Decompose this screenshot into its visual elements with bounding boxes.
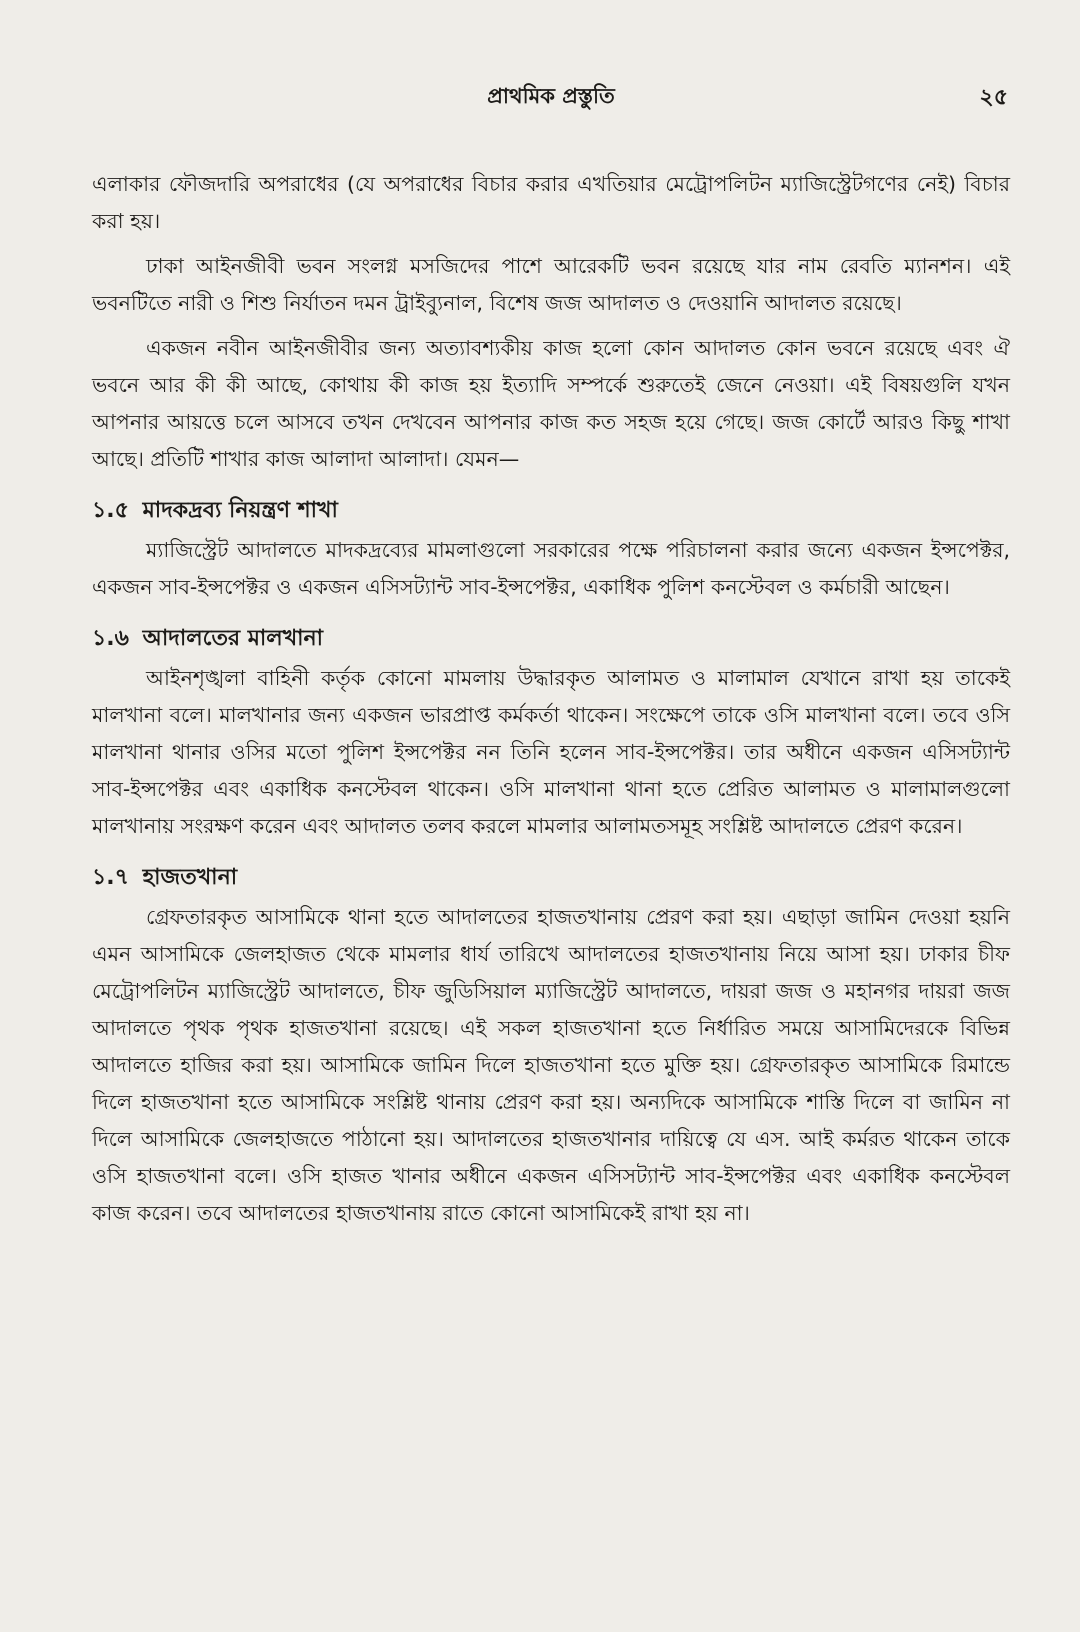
page-header	[92, 72, 1010, 122]
paragraph-narcotics: ম্যাজিস্ট্রেট আদালতে মাদকদ্রব্যের মামলাগুলো সরকারের পক্ষে পরিচালনা করার জন্যে একজন ইন্সপেক্টর, একজন সাব-ইন্সপেক্টর ও একজন এসিসট্যান্ট সাব-ইন্সপেক্টর, একাধিক পুলিশ কনস্টেবল ও কর্মচারী আছেন।	[92, 538, 1010, 599]
paragraph-malkhana: আইনশৃঙ্খলা বাহিনী কর্তৃক কোনো মামলায় উদ্ধারকৃত আলামত ও মালামাল যেখানে রাখা হয় তাকেই মালখানা বলে। মালখানার জন্য একজন ভারপ্রাপ্ত কর্মকর্তা থাকেন। সংক্ষেপে তাকে ওসি মালখানা বলে। তবে ওসি মালখানা থানার ওসির মতো পুলিশ ইন্সপেক্টর নন তিনি হলেন সাব-ইন্সপেক্টর। তার অধীনে একজন এসিসট্যান্ট সাব-ইন্সপেক্টর এবং একাধিক কনস্টেবল থাকেন। ওসি মালখানা থানা হতে প্রেরিত আলামত ও মালামালগুলো মালখানায় সংরক্ষণ করেন এবং আদালত তলব করলে মামলার আলামতসমূহ সংশ্লিষ্ট আদালতে প্রেরণ করেন।	[92, 666, 1010, 838]
section-number: ১.৫	[92, 498, 129, 523]
page-body	[92, 166, 1010, 1232]
section-title: হাজতখানা	[142, 865, 238, 890]
section-title: মাদকদ্রব্য নিয়ন্ত্রণ শাখা	[142, 498, 338, 523]
section-number: ১.৭	[92, 865, 129, 890]
section-heading-narcotics	[92, 492, 1010, 530]
section-number: ১.৬	[92, 626, 129, 651]
running-title: প্রাথমিক প্রস্তুতি	[487, 84, 615, 108]
page-number: ২৫	[979, 85, 1008, 110]
section-title: আদালতের মালখানা	[142, 626, 324, 651]
paragraph-new-lawyer: একজন নবীন আইনজীবীর জন্য অত্যাবশ্যকীয় কাজ হলো কোন আদালত কোন ভবনে রয়েছে এবং ঐ ভবনে আর কী কী আছে, কোথায় কী কাজ হয় ইত্যাদি সম্পর্কে শুরুতেই জেনে নেওয়া। এই বিষয়গুলি যখন আপনার আয়ত্তে চলে আসবে তখন দেখবেন আপনার কাজ কত সহজ হয়ে গেছে। জজ কোর্টে আরও কিছু শাখা আছে। প্রতিটি শাখার কাজ আলাদা আলাদা। যেমন—	[92, 336, 1010, 471]
paragraph-hajatkhana: গ্রেফতারকৃত আসামিকে থানা হতে আদালতের হাজতখানায় প্রেরণ করা হয়। এছাড়া জামিন দেওয়া হয়নি এমন আসামিকে জেলহাজত থেকে মামলার ধার্য তারিখে আদালতের হাজতখানায় নিয়ে আসা হয়। ঢাকার চীফ মেট্রোপলিটন ম্যাজিস্ট্রেট আদালতে, চীফ জুডিসিয়াল ম্যাজিস্ট্রেট আদালতে, দায়রা জজ ও মহানগর দায়রা জজ আদালতে পৃথক পৃথক হাজতখানা রয়েছে। এই সকল হাজতখানা হতে নির্ধারিত সময়ে আসামিদেরকে বিভিন্ন আদালতে হাজির করা হয়। আসামিকে জামিন দিলে হাজতখানা হতে মুক্তি হয়। গ্রেফতারকৃত আসামিকে রিমান্ডে দিলে হাজতখানা হতে আসামিকে সংশ্লিষ্ট থানায় প্রেরণ করা হয়। অন্যদিকে আসামিকে শাস্তি দিলে বা জামিন না দিলে আসামিকে জেলহাজতে পাঠানো হয়। আদালতের হাজতখানার দায়িত্বে যে এস. আই কর্মরত থাকেন তাকে ওসি হাজতখানা বলে। ওসি হাজত খানার অধীনে একজন এসিসট্যান্ট সাব-ইন্সপেক্টর এবং একাধিক কনস্টেবল কাজ করেন। তবে আদালতের হাজতখানায় রাতে কোনো আসামিকেই রাখা হয় না।	[92, 905, 1010, 1225]
paragraph-rebati-mansion: ঢাকা আইনজীবী ভবন সংলগ্ন মসজিদের পাশে আরেকটি ভবন রয়েছে যার নাম রেবতি ম্যানশন। এই ভবনটিতে নারী ও শিশু নির্যাতন দমন ট্রাইব্যুনাল, বিশেষ জজ আদালত ও দেওয়ানি আদালত রয়েছে।	[92, 254, 1010, 315]
paragraph-intro-continuation: এলাকার ফৌজদারি অপরাধের (যে অপরাধের বিচার করার এখতিয়ার মেট্রোপলিটন ম্যাজিস্ট্রেটগণের নেই) বিচার করা হয়।	[92, 172, 1010, 233]
section-heading-malkhana	[92, 620, 1010, 658]
section-heading-hajatkhana	[92, 859, 1010, 897]
